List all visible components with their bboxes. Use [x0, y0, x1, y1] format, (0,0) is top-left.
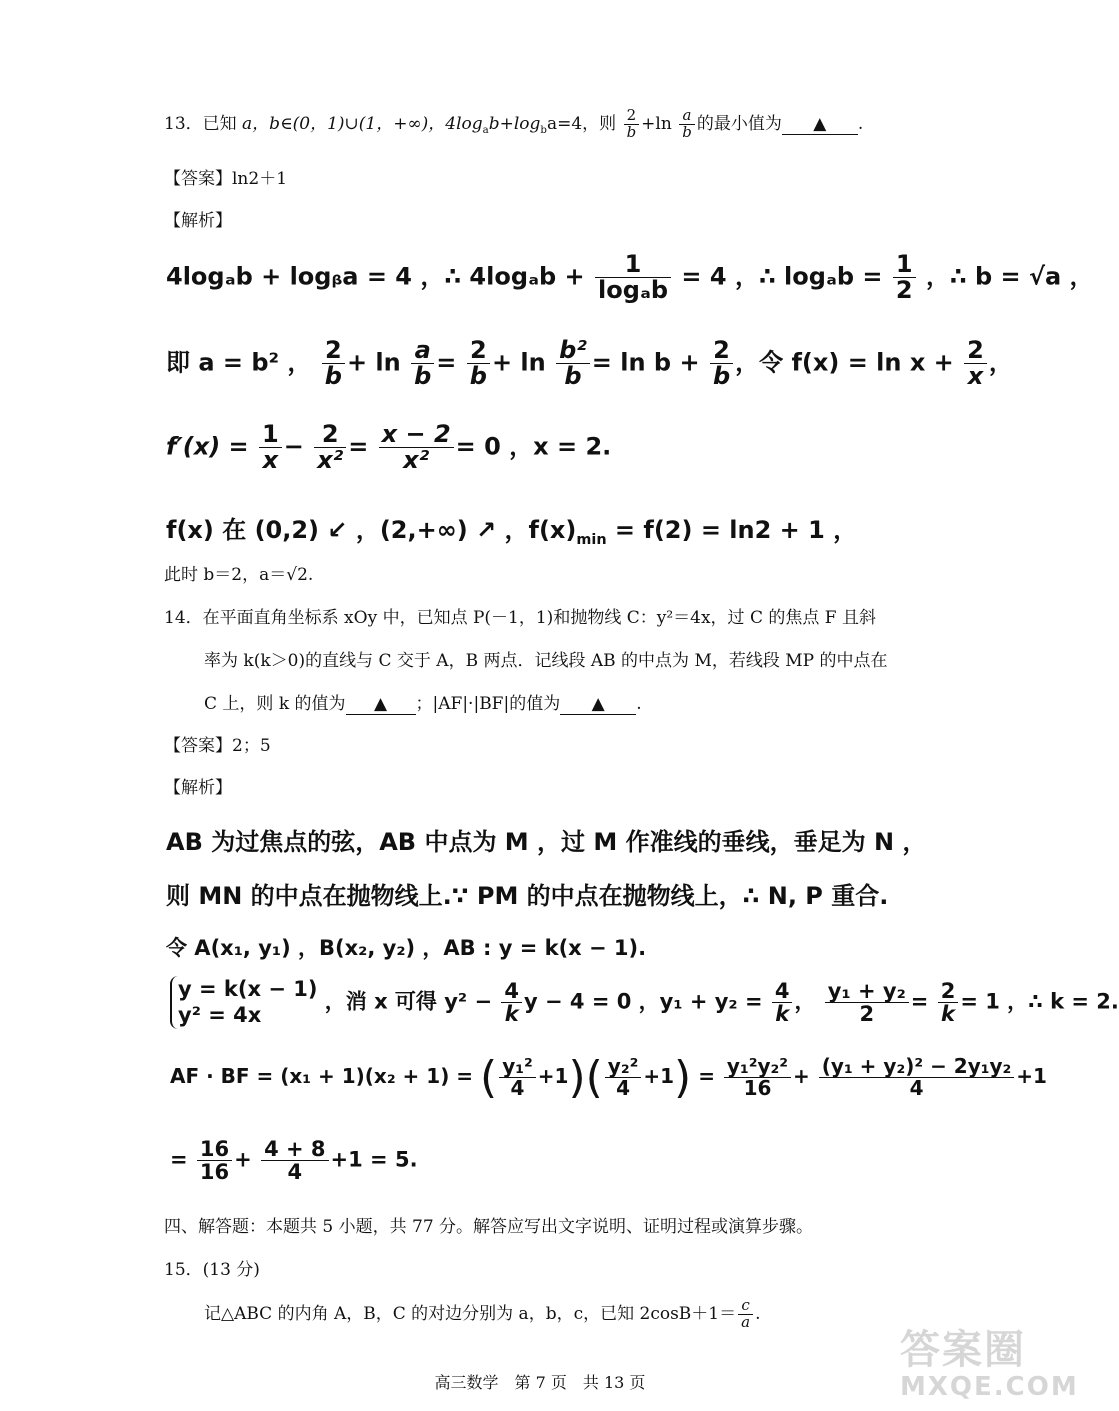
q14-solution-line-3: 令 A(x₁, y₁) ，B(x₂, y₂) ，AB : y = k(x − 1). — [166, 936, 647, 960]
fraction: $\frac{x - 2}{\text{x²}}$ — [379, 422, 454, 473]
answer-blank: ▲ — [346, 694, 416, 715]
equation-system: y = k(x − 1) y² = 4x — [170, 976, 317, 1029]
fraction: $\frac{\text{b²}}{b}$ — [556, 338, 590, 389]
fraction: $\frac{a}{b}$ — [411, 338, 434, 389]
fraction: $\frac{4 + 8}{4}$ — [261, 1138, 328, 1183]
fraction: $\frac{4}{k}$ — [772, 980, 793, 1025]
fraction: $\frac{1}{x}$ — [259, 422, 282, 473]
fraction: $\frac{4}{k}$ — [501, 980, 522, 1025]
fraction: $\frac{1}{\text{logₐb}}$ — [595, 252, 671, 303]
q13-solution-line-4: f(x) 在 (0,2) ↙ ，(2,+∞) ↗ ，$f(x)_{min} = f(2) = \ln 2 + 1$ ， — [166, 516, 858, 548]
fraction: $\frac{c}{a}$ — [738, 1298, 753, 1331]
q15-stem: 记△ABC 的内角 A，B，C 的对边分别为 a，b，c，已知 2cosB＋1＝ $\frac{c}{a}$ . — [204, 1296, 761, 1331]
fraction: $\frac{2}{b}$ — [710, 338, 733, 389]
q14-solution-line-5: AF · BF = (x₁ + 1)(x₂ + 1) = ( $\frac{\text{y₁²}}{4}$ +1)( $\frac{\text{y₂²}}{4}$ +1) = $\frac{\text{y₁²y₂²}}{16}$ + $\frac{\text{(y₁ + y₂)² − 2y₁y₂}}{4}$ +1 — [170, 1052, 1047, 1103]
q13-solution-line-2: 即 a = b² ， $\frac{2}{b}$ + ln $\frac{a}{b}$ = $\frac{2}{b}$ + ln $\frac{\text{b²}}{b}$ = ln b + $\frac{2}{b}$ ，令 f(x) = ln x + $\frac{2}{x}$ ， — [166, 336, 1013, 391]
q15-heading: 15．(13 分) — [164, 1260, 260, 1280]
q14-solution-line-1: AB 为过焦点的弦，AB 中点为 M ，过 M 作准线的垂线，垂足为 N ， — [166, 828, 927, 856]
q14-answer: 【答案】2；5 — [164, 736, 271, 756]
fraction: $\frac{2}{b}$ — [467, 338, 490, 389]
fraction: $\frac{2}{x}$ — [964, 338, 987, 389]
q14-solution-line-6: = $\frac{16}{16}$ + $\frac{4 + 8}{4}$ +1 = 5. — [170, 1137, 418, 1185]
q14-solution-line-4: y = k(x − 1) y² = 4x ，消 x 可得 y² − $\frac{4}{k}$ y − 4 = 0 ，y₁ + y₂ = $\frac{4}{k}$ ， $\frac{\text{y₁ + y₂}}{2}$ = $\frac{2}{k}$ = 1 ，∴ k = 2. — [170, 976, 1119, 1029]
watermark-url: MXQE.COM — [900, 1372, 1079, 1402]
section-heading: 四、解答题：本题共 5 小题，共 77 分。解答应写出文字说明、证明过程或演算步骤。 — [164, 1217, 814, 1237]
fraction: $\frac{a}{b}$ — [679, 108, 695, 141]
q14-stem-line-1: 14．在平面直角坐标系 xOy 中，已知点 P(－1，1)和抛物线 C：y²＝4x，过 C 的焦点 F 且斜 — [164, 608, 876, 628]
fraction: $\frac{1}{2}$ — [893, 252, 916, 303]
fraction: $\frac{2}{b}$ — [322, 338, 345, 389]
fraction: $\frac{16}{16}$ — [197, 1138, 232, 1183]
q14-solution-line-2: 则 MN 的中点在抛物线上.∵ PM 的中点在抛物线上，∴ N, P 重合. — [166, 882, 889, 910]
fraction: $\frac{\text{y₁²y₂²}}{16}$ — [724, 1056, 791, 1099]
fraction: $\frac{2}{b}$ — [624, 108, 640, 141]
q13-solution-line-5: 此时 b＝2，a＝√2. — [164, 565, 314, 585]
q13-solution-line-3: f′(x) = $\frac{1}{x}$ − $\frac{2}{\text{x²}}$ = $\frac{x - 2}{\text{x²}}$ = 0 ，x = 2. — [166, 420, 612, 475]
answer-blank: ▲ — [782, 114, 858, 135]
fraction: $\frac{\text{y₁²}}{4}$ — [499, 1056, 536, 1099]
fraction: $\frac{2}{k}$ — [938, 980, 959, 1025]
page-footer: 高三数学 第 7 页 共 13 页 — [434, 1373, 646, 1392]
q13-answer: 【答案】ln2＋1 — [164, 169, 288, 189]
fraction: $\frac{\text{y₁ + y₂}}{2}$ — [825, 980, 909, 1025]
q14-analysis-label: 【解析】 — [164, 778, 232, 798]
fraction: $\frac{2}{\text{x²}}$ — [314, 422, 346, 473]
q14-stem-line-3: C 上，则 k 的值为 ▲ ；|AF|·|BF|的值为 ▲ . — [204, 694, 642, 714]
q13-analysis-label: 【解析】 — [164, 211, 232, 231]
watermark-logo: 答案圈 — [900, 1327, 1026, 1373]
answer-blank: ▲ — [560, 694, 636, 715]
q13-stem: 13．已知 a，b∈(0，1)∪(1，+∞)，$4\log_ab+\log_ba=4$，则 $\frac{2}{b}$ +ln $\frac{a}{b}$ 的最小值为 ▲ . — [164, 106, 864, 141]
fraction: $\frac{\text{(y₁ + y₂)² − 2y₁y₂}}{4}$ — [819, 1056, 1015, 1099]
q14-stem-line-2: 率为 k(k＞0)的直线与 C 交于 A，B 两点．记线段 AB 的中点为 M，若线段 MP 的中点在 — [204, 651, 888, 671]
q13-solution-line-1: 4logₐb + logᵦa = 4 ，∴ 4logₐb + $\frac{1}{\text{logₐb}}$ = 4 ，∴ logₐb = $\frac{1}{2}$ ，∴ b = √a ， — [166, 250, 1094, 305]
fraction: $\frac{\text{y₂²}}{4}$ — [605, 1056, 642, 1099]
